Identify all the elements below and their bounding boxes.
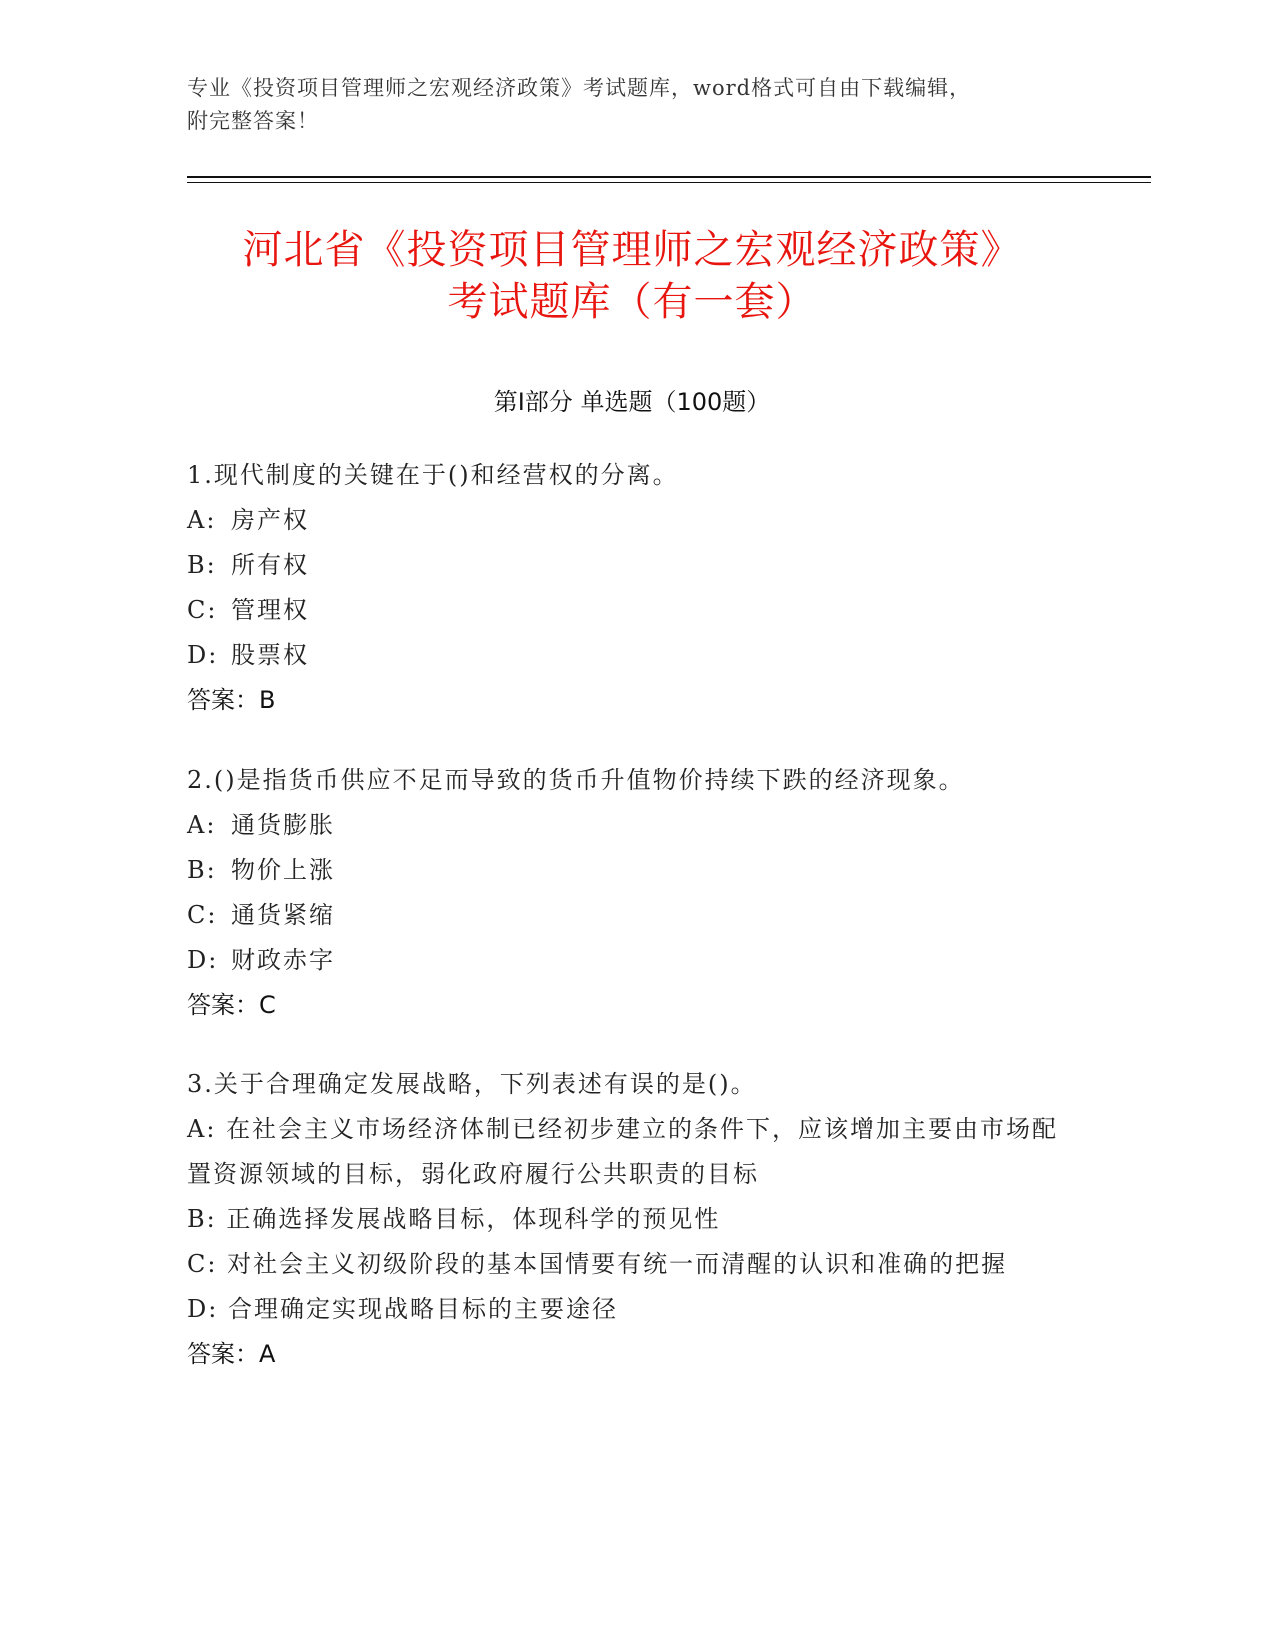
option-letter: C: xyxy=(187,596,218,624)
option-text: 股票权 xyxy=(231,641,309,669)
option-letter: A: xyxy=(187,506,217,534)
option-letter: D: xyxy=(187,946,219,974)
header-rule-thick xyxy=(187,176,1151,178)
option-b xyxy=(187,543,1067,588)
option-c xyxy=(187,1242,1067,1287)
option-text: 对社会主义初级阶段的基本国情要有统一而清醒的认识和准确的把握 xyxy=(227,1250,1008,1278)
option-letter: C: xyxy=(187,901,218,929)
option-letter: B: xyxy=(187,856,217,884)
document-title xyxy=(187,224,1077,328)
option-c xyxy=(187,588,1067,633)
option-text: 物价上涨 xyxy=(231,856,335,884)
question-1 xyxy=(187,453,1067,723)
header-note-line1: 专业《投资项目管理师之宏观经济政策》考试题库，word格式可自由下载编辑， xyxy=(187,76,972,100)
section-title: 第I部分 单选题（100题） xyxy=(493,388,771,416)
option-text: 正确选择发展战略目标，体现科学的预见性 xyxy=(226,1205,721,1233)
option-text: 合理确定实现战略目标的主要途径 xyxy=(227,1295,618,1323)
option-text: 管理权 xyxy=(231,596,309,624)
answer-line: 答案：B xyxy=(187,686,276,714)
option-text: 在社会主义市场经济体制已经初步建立的条件下，应该增加主要由市场配置资源领域的目标，弱化政府履行公共职责的目标 xyxy=(187,1115,1059,1188)
option-text: 通货膨胀 xyxy=(231,811,335,839)
option-d xyxy=(187,938,1067,983)
question-stem: 1.现代制度的关键在于()和经营权的分离。 xyxy=(187,461,679,489)
document-title-line2: 考试题库（有一套） xyxy=(447,279,817,325)
option-a xyxy=(187,1107,1067,1197)
option-letter: D: xyxy=(187,1295,219,1323)
option-letter: A: xyxy=(187,811,217,839)
option-text: 所有权 xyxy=(231,551,309,579)
option-b xyxy=(187,848,1067,893)
question-stem: 2.()是指货币供应不足而导致的货币升值物价持续下跌的经济现象。 xyxy=(187,766,965,794)
option-c xyxy=(187,893,1067,938)
option-letter: D: xyxy=(187,641,219,669)
option-letter: A: xyxy=(187,1115,217,1143)
document-title-line1: 河北省《投资项目管理师之宏观经济政策》 xyxy=(242,227,1022,273)
question-3 xyxy=(187,1062,1067,1377)
header-note-line2: 附完整答案！ xyxy=(187,109,319,133)
answer-line: 答案：C xyxy=(187,991,276,1019)
option-letter: C: xyxy=(187,1250,218,1278)
option-letter: B: xyxy=(187,1205,217,1233)
header-rule-thin xyxy=(187,182,1151,183)
option-d xyxy=(187,633,1067,678)
option-letter: B: xyxy=(187,551,217,579)
option-text: 通货紧缩 xyxy=(231,901,335,929)
option-b xyxy=(187,1197,1067,1242)
option-a xyxy=(187,803,1067,848)
option-text: 房产权 xyxy=(231,506,309,534)
answer-line: 答案：A xyxy=(187,1340,276,1368)
option-d xyxy=(187,1287,1067,1332)
option-a xyxy=(187,498,1067,543)
header-note xyxy=(187,72,1087,138)
option-text: 财政赤字 xyxy=(231,946,335,974)
question-2 xyxy=(187,758,1067,1028)
question-stem: 3.关于合理确定发展战略，下列表述有误的是()。 xyxy=(187,1070,757,1098)
